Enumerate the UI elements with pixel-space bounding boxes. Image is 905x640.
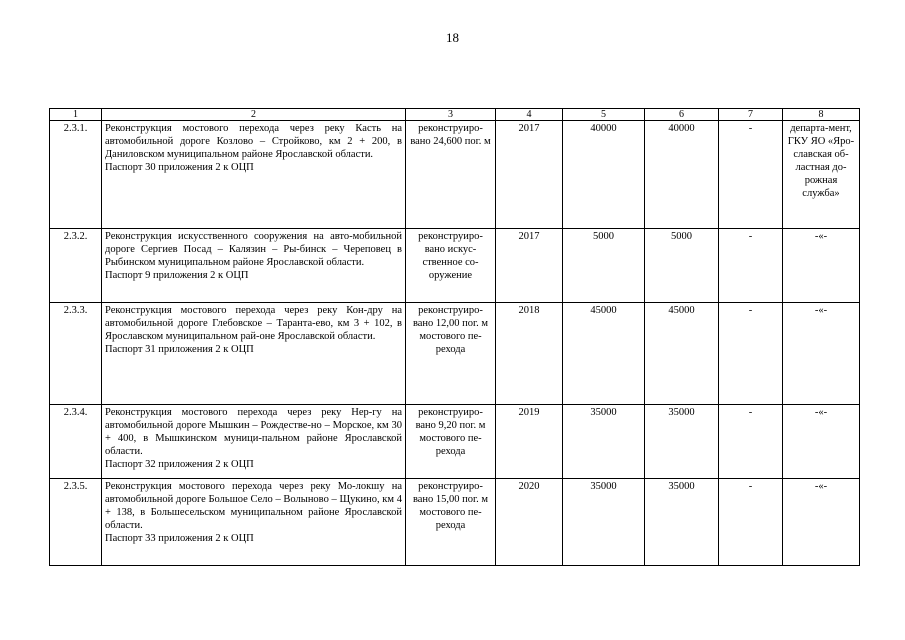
value-col6: 45000 (645, 303, 719, 405)
year-cell: 2020 (496, 479, 563, 566)
passport-ref: Паспорт 9 приложения 2 к ОЦП (105, 270, 249, 281)
value-col5: 35000 (563, 479, 645, 566)
measure-description (102, 303, 406, 405)
header-cell: 1 (50, 109, 102, 121)
measure-description (102, 121, 406, 229)
table-header-row (50, 109, 860, 121)
result-cell: реконструиро-вано 12,00 пог. м мостового пе-рехода (406, 303, 496, 405)
header-cell: 3 (406, 109, 496, 121)
value-col6: 35000 (645, 405, 719, 479)
executor-cell: -«- (783, 303, 860, 405)
description-text: Реконструкция искусственного сооружения на авто-мобильной дороге Сергиев Посад – Калязин – Ры-бинск – Череповец в Рыбинском муниципальном районе Ярославской области. (105, 231, 402, 268)
result-cell: реконструиро-вано искус-ственное со-оружение (406, 229, 496, 303)
table-row (50, 229, 860, 303)
page-number: 18 (446, 30, 459, 45)
measure-description (102, 479, 406, 566)
result-cell: реконструиро-вано 9,20 пог. м мостового пе-рехода (406, 405, 496, 479)
header-cell: 6 (645, 109, 719, 121)
table-row (50, 303, 860, 405)
passport-ref: Паспорт 33 приложения 2 к ОЦП (105, 533, 254, 544)
year-cell: 2018 (496, 303, 563, 405)
measure-description (102, 405, 406, 479)
header-cell: 5 (563, 109, 645, 121)
executor-cell: -«- (783, 405, 860, 479)
passport-ref: Паспорт 31 приложения 2 к ОЦП (105, 344, 254, 355)
measure-description (102, 229, 406, 303)
value-col6: 40000 (645, 121, 719, 229)
value-col5: 45000 (563, 303, 645, 405)
value-col5: 40000 (563, 121, 645, 229)
year-cell: 2019 (496, 405, 563, 479)
passport-ref: Паспорт 30 приложения 2 к ОЦП (105, 162, 254, 173)
value-col7: - (719, 405, 783, 479)
result-cell: реконструиро-вано 15,00 пог. м мостового пе-рехода (406, 479, 496, 566)
value-col7: - (719, 479, 783, 566)
year-cell: 2017 (496, 121, 563, 229)
value-col7: - (719, 121, 783, 229)
row-number: 2.3.3. (50, 303, 102, 405)
year-cell: 2017 (496, 229, 563, 303)
value-col7: - (719, 303, 783, 405)
value-col6: 35000 (645, 479, 719, 566)
row-number: 2.3.4. (50, 405, 102, 479)
value-col6: 5000 (645, 229, 719, 303)
passport-ref: Паспорт 32 приложения 2 к ОЦП (105, 459, 254, 470)
value-col5: 35000 (563, 405, 645, 479)
value-col5: 5000 (563, 229, 645, 303)
header-cell: 7 (719, 109, 783, 121)
table-row (50, 479, 860, 566)
description-text: Реконструкция мостового перехода через реку Кон-дру на автомобильной дороге Глебовское – Таранта-ево, км 3 + 102, в Ярославском муниципальном рай-оне Ярославской области. (105, 305, 402, 342)
description-text: Реконструкция мостового перехода через реку Нер-гу на автомобильной дороге Мышкин – Рождестве-но – Морское, км 30 + 400, в Мышкинском муници-пальном районе Ярославской области. (105, 407, 402, 457)
table-row (50, 121, 860, 229)
description-text: Реконструкция мостового перехода через реку Мо-локшу на автомобильной дороге Большое Село – Волыново – Щукино, км 4 + 138, в Большесельском муниципальном районе Ярославской области. (105, 481, 402, 531)
row-number: 2.3.5. (50, 479, 102, 566)
executor-cell: -«- (783, 229, 860, 303)
program-table (49, 108, 860, 566)
header-cell: 2 (102, 109, 406, 121)
header-cell: 8 (783, 109, 860, 121)
executor-cell: департа-мент, ГКУ ЯО «Яро-славская об-ластная до-рожная служба» (783, 121, 860, 229)
row-number: 2.3.1. (50, 121, 102, 229)
description-text: Реконструкция мостового перехода через реку Касть на автомобильной дороге Козлово – Стройково, км 2 + 200, в Даниловском муниципальном районе Ярославской области. (105, 123, 402, 160)
result-cell: реконструиро-вано 24,600 пог. м (406, 121, 496, 229)
executor-cell: -«- (783, 479, 860, 566)
header-cell: 4 (496, 109, 563, 121)
table-row (50, 405, 860, 479)
row-number: 2.3.2. (50, 229, 102, 303)
value-col7: - (719, 229, 783, 303)
